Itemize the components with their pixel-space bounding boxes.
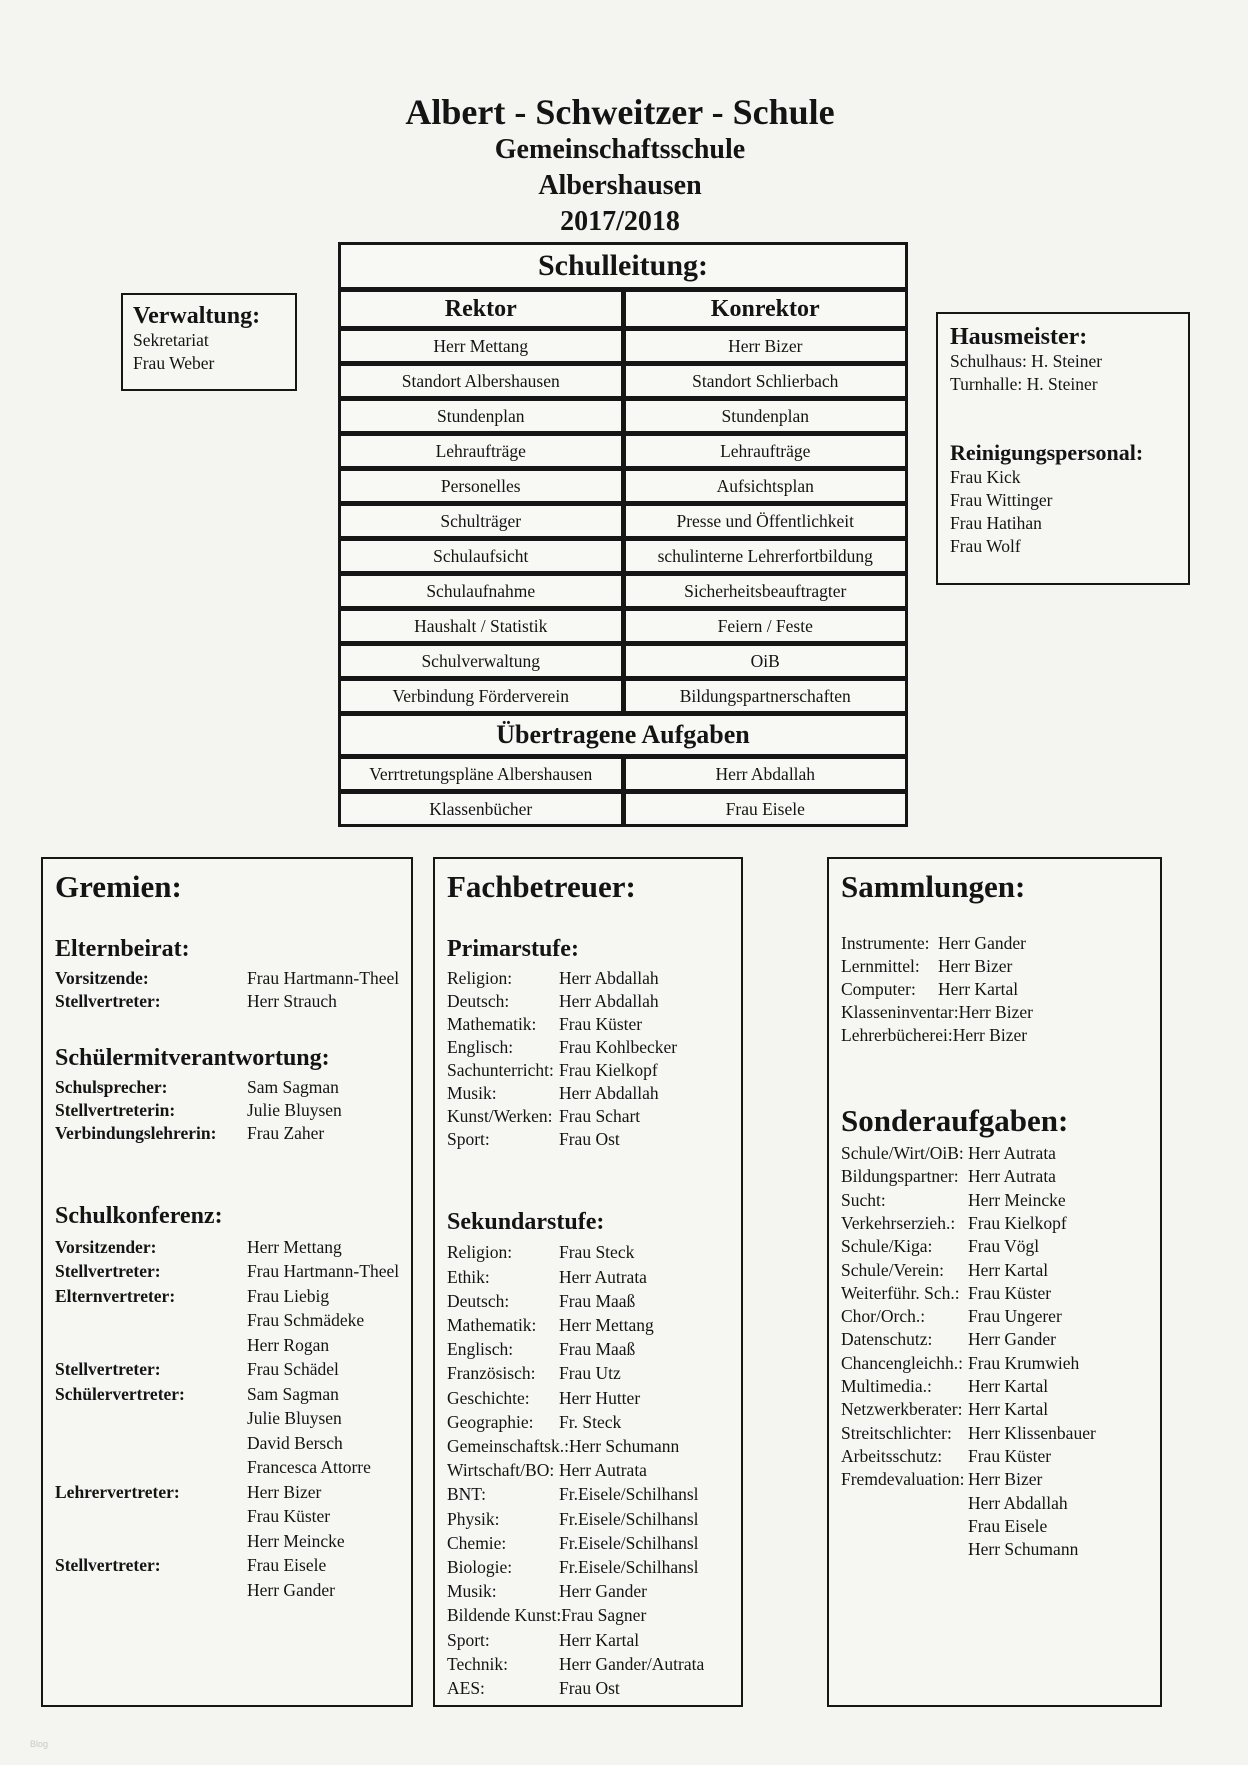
school-name: Albert - Schweitzer - Schule [405, 92, 835, 132]
item-label: Sport: [447, 1128, 490, 1149]
list-item [447, 1337, 729, 1361]
item-label: Elternvertreter: [55, 1285, 176, 1306]
uebertragene-grid [341, 759, 905, 824]
list-item [447, 1628, 729, 1652]
list-item [447, 1434, 729, 1458]
item-label: Schule/Verein: [841, 1259, 945, 1280]
list-item [841, 1165, 1148, 1188]
schuelermitverantwortung-heading: Schülermitverantwortung: [55, 1044, 330, 1071]
item-label: BNT: [447, 1484, 486, 1505]
list-item [841, 1398, 1148, 1421]
item-label: Deutsch: [447, 1290, 510, 1311]
list-item [447, 1410, 729, 1434]
item-label: Lehrervertreter: [55, 1481, 180, 1502]
list-item [841, 1235, 1148, 1258]
konrektor-column-header: Konrektor [626, 292, 906, 326]
fachbetreuer-heading: Fachbetreuer: [447, 869, 636, 904]
rektor-column-header: Rektor [341, 292, 621, 326]
list-item [55, 1235, 399, 1260]
list-item [841, 1001, 1148, 1024]
item-label: Chancengleichh.: [841, 1352, 963, 1373]
list-item [447, 1458, 729, 1482]
list-item [55, 1076, 399, 1099]
item-value: Frau Küster [968, 1282, 1052, 1303]
list-item [447, 1036, 729, 1059]
list-item [447, 1313, 729, 1337]
schuelermitverantwortung-list [55, 1076, 399, 1145]
list-item [447, 1289, 729, 1313]
item-label: Vorsitzender: [55, 1236, 157, 1257]
list-item [447, 1059, 729, 1082]
reinigungspersonal-line: Frau Wolf [950, 535, 1021, 556]
item-value: Frau Eisele [247, 1555, 327, 1576]
item-label [55, 1504, 247, 1529]
item-value: Frau Ost [559, 1677, 620, 1698]
list-item [55, 1431, 399, 1456]
table-cell-konrektor: Bildungspartnerschaften [626, 681, 906, 711]
list-item [841, 1305, 1148, 1328]
item-value: Herr Mettang [247, 1236, 342, 1257]
item-value: Herr Bizer [247, 1481, 322, 1502]
table-cell-task: Verrtretungspläne Albershausen [341, 759, 621, 789]
item-value: Frau Vögl [968, 1236, 1040, 1257]
sekundarstufe-heading: Sekundarstufe: [447, 1208, 605, 1235]
item-label: Chor/Orch.: [841, 1306, 926, 1327]
item-value: Sam Sagman [247, 1077, 339, 1098]
item-label: Musik: [447, 1581, 497, 1602]
reinigungspersonal-lines [950, 466, 1176, 558]
uebertragene-aufgaben-heading: Übertragene Aufgaben [341, 716, 905, 754]
item-label: Verbindungslehrerin: [55, 1123, 217, 1144]
item-value: Herr Bizer [968, 1469, 1043, 1490]
reinigungspersonal-line: Frau Hatihan [950, 512, 1042, 533]
primarstufe-heading: Primarstufe: [447, 935, 579, 962]
item-value: Herr Gander [247, 1579, 335, 1600]
list-item [447, 1013, 729, 1036]
table-cell-konrektor: Aufsichtsplan [626, 471, 906, 501]
list-item [55, 1382, 399, 1407]
item-label: Religion: [447, 1242, 513, 1263]
item-label: Musik: [447, 1082, 497, 1103]
item-value: Frau Krumwieh [968, 1352, 1080, 1373]
list-item [841, 1468, 1148, 1491]
item-value: Frau Kohlbecker [559, 1036, 678, 1057]
item-value: Herr Gander [559, 1581, 647, 1602]
item-label [841, 1538, 968, 1561]
item-label: Bildungspartner: [841, 1166, 959, 1187]
table-cell-rektor: Personelles [341, 471, 621, 501]
list-item [55, 1308, 399, 1333]
table-cell-konrektor: Herr Bizer [626, 331, 906, 361]
table-cell-konrektor: Feiern / Feste [626, 611, 906, 641]
item-label: Wirtschaft/BO: [447, 1460, 555, 1481]
item-label: Lehrerbücherei: [841, 1024, 953, 1045]
list-item [55, 1406, 399, 1431]
list-item [841, 1259, 1148, 1282]
primarstufe-list [447, 967, 729, 1151]
item-value: Herr Gander [968, 1329, 1056, 1350]
list-item [841, 1189, 1148, 1212]
item-value: Frau Kielkopf [559, 1059, 658, 1080]
list-item [841, 1445, 1148, 1468]
item-value: Frau Küster [968, 1445, 1052, 1466]
hausmeister-lines [950, 350, 1176, 396]
item-label: Stellvertreter: [55, 1261, 161, 1282]
sonderaufgaben-heading: Sonderaufgaben: [841, 1102, 1069, 1138]
item-value: Herr Autrata [559, 1266, 647, 1287]
list-item [55, 1284, 399, 1309]
list-item [55, 1333, 399, 1358]
table-cell-rektor: Herr Mettang [341, 331, 621, 361]
list-item [841, 1515, 1148, 1538]
hausmeister-box [936, 312, 1190, 585]
item-label: Klasseninventar: [841, 1001, 959, 1022]
list-item [841, 1538, 1148, 1561]
item-value: Herr Gander [938, 932, 1026, 953]
school-type: Gemeinschaftsschule [494, 134, 746, 165]
school-location: Albershausen [538, 170, 702, 201]
table-cell-rektor: Haushalt / Statistik [341, 611, 621, 641]
item-label: Vorsitzende: [55, 967, 149, 988]
item-value: Frau Kielkopf [968, 1212, 1067, 1233]
item-label: Stellvertreter: [55, 1555, 161, 1576]
item-value: Herr Gander/Autrata [559, 1653, 705, 1674]
table-cell-konrektor: Lehraufträge [626, 436, 906, 466]
schulkonferenz-heading: Schulkonferenz: [55, 1203, 223, 1230]
item-value: Frau Maaß [559, 1339, 636, 1360]
item-label: Weiterführ. Sch.: [841, 1282, 960, 1303]
item-label: Französisch: [447, 1363, 536, 1384]
item-label: Englisch: [447, 1339, 514, 1360]
item-label: Physik: [447, 1508, 500, 1529]
list-item [447, 1676, 729, 1700]
item-label: Geographie: [447, 1411, 534, 1432]
list-item [55, 1529, 399, 1554]
sonderaufgaben-list [841, 1142, 1148, 1561]
list-item [55, 1480, 399, 1505]
item-label [55, 1333, 247, 1358]
list-item [447, 1507, 729, 1531]
list-item [447, 1652, 729, 1676]
item-value: Herr Klissenbauer [968, 1422, 1096, 1443]
item-value: Frau Hartmann-Theel [247, 1261, 400, 1282]
item-label: Ethik: [447, 1266, 490, 1287]
item-value: Herr Bizer [958, 1001, 1033, 1022]
item-value: Herr Autrata [559, 1460, 647, 1481]
reinigungspersonal-line: Frau Wittinger [950, 489, 1053, 510]
item-value: Julie Bluysen [247, 1100, 342, 1121]
item-value: Herr Schumann [568, 1435, 680, 1456]
table-cell-person: Herr Abdallah [626, 759, 906, 789]
list-item [447, 1603, 729, 1627]
item-value: Frau Schädel [247, 1359, 339, 1380]
item-label: Kunst/Werken: [447, 1105, 553, 1126]
item-value: Frau Hartmann-Theel [247, 967, 400, 988]
item-label: Schule/Kiga: [841, 1236, 933, 1257]
list-item [55, 990, 399, 1013]
item-value: Frau Steck [559, 1242, 635, 1263]
item-value: Frau Utz [559, 1363, 621, 1384]
item-value: Herr Kartal [938, 978, 1019, 999]
item-value: Fr.Eisele/Schilhansl [559, 1556, 699, 1577]
sammlungen-box [827, 857, 1162, 1707]
list-item [55, 1259, 399, 1284]
reinigungspersonal-heading: Reinigungspersonal: [950, 440, 1144, 466]
hausmeister-heading: Hausmeister: [950, 324, 1088, 350]
school-year: 2017/2018 [560, 206, 680, 237]
elternbeirat-list [55, 967, 399, 1013]
item-value: Herr Strauch [247, 990, 337, 1011]
list-item [447, 1531, 729, 1555]
list-item [841, 1328, 1148, 1351]
sammlungen-list [841, 932, 1148, 1047]
item-label: Sachunterricht: [447, 1059, 554, 1080]
list-item [447, 1082, 729, 1105]
list-item [841, 1492, 1148, 1515]
table-cell-rektor: Standort Albershausen [341, 366, 621, 396]
item-label [55, 1578, 247, 1603]
elternbeirat-heading: Elternbeirat: [55, 935, 190, 962]
verwaltung-line: Frau Weber [133, 353, 215, 374]
item-label: AES: [447, 1677, 485, 1698]
item-label: Bildende Kunst: [447, 1605, 562, 1626]
item-value: Herr Abdallah [559, 967, 659, 988]
item-value: Frau Ungerer [968, 1306, 1062, 1327]
item-value: Herr Autrata [968, 1143, 1056, 1164]
spacer [950, 396, 1176, 440]
item-value: Frau Zaher [247, 1123, 325, 1144]
list-item [841, 1282, 1148, 1305]
list-item [55, 1553, 399, 1578]
schulleitung-heading: Schulleitung: [341, 245, 905, 287]
item-value: Herr Kartal [968, 1399, 1049, 1420]
list-item [841, 1024, 1148, 1047]
verwaltung-line: Sekretariat [133, 330, 209, 351]
verwaltung-heading: Verwaltung: [133, 303, 261, 329]
item-label [841, 1515, 968, 1538]
item-value: Julie Bluysen [247, 1408, 342, 1429]
table-cell-konrektor: Sicherheitsbeauftragter [626, 576, 906, 606]
item-value: Sam Sagman [247, 1383, 339, 1404]
list-item [841, 1142, 1148, 1165]
item-label: Sucht: [841, 1189, 886, 1210]
item-label: Geschichte: [447, 1387, 530, 1408]
item-value: Frau Liebig [247, 1285, 330, 1306]
item-value: Herr Bizer [952, 1024, 1028, 1045]
table-cell-konrektor: schulinterne Lehrerfortbildung [626, 541, 906, 571]
item-label: Chemie: [447, 1532, 507, 1553]
list-item [841, 1352, 1148, 1375]
list-item [447, 1579, 729, 1603]
hausmeister-line: Schulhaus: H. Steiner [950, 351, 1103, 372]
list-item [841, 932, 1148, 955]
list-item [841, 1375, 1148, 1398]
item-value: Herr Rogan [247, 1334, 330, 1355]
list-item [841, 1212, 1148, 1235]
table-cell-rektor: Lehraufträge [341, 436, 621, 466]
item-label: Deutsch: [447, 990, 510, 1011]
hausmeister-line: Turnhalle: H. Steiner [950, 374, 1098, 395]
item-label: Arbeitsschutz: [841, 1445, 943, 1466]
item-value: Herr Autrata [968, 1166, 1056, 1187]
item-label: Streitschlichter: [841, 1422, 952, 1443]
table-cell-task: Klassenbücher [341, 794, 621, 824]
table-cell-rektor: Schulverwaltung [341, 646, 621, 676]
list-item [55, 967, 399, 990]
list-item [55, 1455, 399, 1480]
item-label: Fremdevaluation: [841, 1469, 965, 1490]
title-block [220, 92, 1020, 240]
item-label: Datenschutz: [841, 1329, 933, 1350]
list-item [447, 1240, 729, 1264]
item-label: Mathematik: [447, 1314, 537, 1335]
item-label: Schule/Wirt/OiB: [841, 1143, 964, 1164]
item-value: Herr Kartal [559, 1629, 640, 1650]
list-item [447, 1555, 729, 1579]
list-item [447, 1482, 729, 1506]
list-item [841, 1422, 1148, 1445]
table-cell-rektor: Schulaufnahme [341, 576, 621, 606]
verwaltung-box [121, 293, 297, 391]
table-cell-konrektor: Presse und Öffentlichkeit [626, 506, 906, 536]
item-value: Frau Küster [247, 1506, 331, 1527]
item-value: Frau Eisele [968, 1515, 1048, 1536]
item-label [55, 1406, 247, 1431]
item-label: Instrumente: [841, 932, 930, 953]
schulleitung-table [338, 242, 908, 827]
item-value: Herr Mettang [559, 1314, 654, 1335]
table-cell-konrektor: Stundenplan [626, 401, 906, 431]
item-label: Stellvertreter: [55, 990, 161, 1011]
item-value: Herr Abdallah [559, 990, 659, 1011]
list-item [447, 1128, 729, 1151]
item-value: Fr.Eisele/Schilhansl [559, 1484, 699, 1505]
item-label: Multimedia.: [841, 1376, 932, 1397]
item-value: Frau Maaß [559, 1290, 636, 1311]
table-cell-konrektor: Standort Schlierbach [626, 366, 906, 396]
item-label [55, 1455, 247, 1480]
list-item [447, 1105, 729, 1128]
list-item [447, 967, 729, 990]
gremien-box [41, 857, 413, 1707]
item-value: Herr Bizer [938, 955, 1013, 976]
watermark: Blog [30, 1739, 49, 1749]
item-value: Herr Meincke [968, 1189, 1066, 1210]
item-value: Herr Kartal [968, 1259, 1049, 1280]
verwaltung-lines [133, 329, 285, 375]
item-label [55, 1431, 247, 1456]
item-label: Mathematik: [447, 1013, 537, 1034]
item-label: Computer: [841, 978, 916, 999]
table-cell-konrektor: OiB [626, 646, 906, 676]
list-item [55, 1504, 399, 1529]
table-cell-person: Frau Eisele [626, 794, 906, 824]
item-label: Biologie: [447, 1556, 513, 1577]
item-value: Frau Sagner [561, 1605, 647, 1626]
gremien-heading: Gremien: [55, 869, 182, 904]
item-label: Stellvertreterin: [55, 1100, 176, 1121]
list-item [55, 1357, 399, 1382]
item-label: Englisch: [447, 1036, 514, 1057]
list-item [447, 1361, 729, 1385]
item-label [841, 1492, 968, 1515]
item-value: Fr.Eisele/Schilhansl [559, 1532, 699, 1553]
table-cell-rektor: Verbindung Förderverein [341, 681, 621, 711]
list-item [447, 1386, 729, 1410]
item-value: David Bersch [247, 1432, 343, 1453]
item-value: Fr. Steck [559, 1411, 622, 1432]
list-item [447, 1265, 729, 1289]
list-item [841, 955, 1148, 978]
item-value: Frau Schart [559, 1105, 641, 1126]
item-label: Sport: [447, 1629, 490, 1650]
table-cell-rektor: Schulträger [341, 506, 621, 536]
sekundarstufe-list [447, 1240, 729, 1700]
list-item [55, 1122, 399, 1145]
list-item [447, 990, 729, 1013]
schulleitung-grid [341, 292, 905, 711]
reinigungspersonal-line: Frau Kick [950, 466, 1021, 487]
item-value: Herr Kartal [968, 1376, 1049, 1397]
item-value: Herr Schumann [968, 1539, 1079, 1560]
item-label: Lernmittel: [841, 955, 920, 976]
table-cell-rektor: Stundenplan [341, 401, 621, 431]
item-label [55, 1308, 247, 1333]
list-item [841, 978, 1148, 1001]
item-label: Netzwerkberater: [841, 1399, 963, 1420]
item-label [55, 1529, 247, 1554]
item-label: Gemeinschaftsk.: [447, 1435, 569, 1456]
item-value: Herr Abdallah [968, 1492, 1068, 1513]
list-item [55, 1099, 399, 1122]
item-value: Herr Abdallah [559, 1082, 659, 1103]
item-value: Frau Ost [559, 1128, 620, 1149]
table-cell-rektor: Schulaufsicht [341, 541, 621, 571]
schulkonferenz-list [55, 1235, 399, 1603]
item-label: Religion: [447, 967, 513, 988]
item-value: Frau Küster [559, 1013, 643, 1034]
item-label: Schülervertreter: [55, 1383, 185, 1404]
item-value: Francesca Attorre [247, 1457, 371, 1478]
item-value: Herr Hutter [559, 1387, 641, 1408]
item-value: Frau Schmädeke [247, 1310, 365, 1331]
item-value: Herr Meincke [247, 1530, 345, 1551]
item-label: Schulsprecher: [55, 1077, 168, 1098]
item-label: Verkehrserzieh.: [841, 1212, 956, 1233]
list-item [55, 1578, 399, 1603]
item-label: Stellvertreter: [55, 1359, 161, 1380]
item-label: Technik: [447, 1653, 508, 1674]
item-value: Fr.Eisele/Schilhansl [559, 1508, 699, 1529]
fachbetreuer-box [433, 857, 743, 1707]
sammlungen-heading: Sammlungen: [841, 869, 1026, 904]
